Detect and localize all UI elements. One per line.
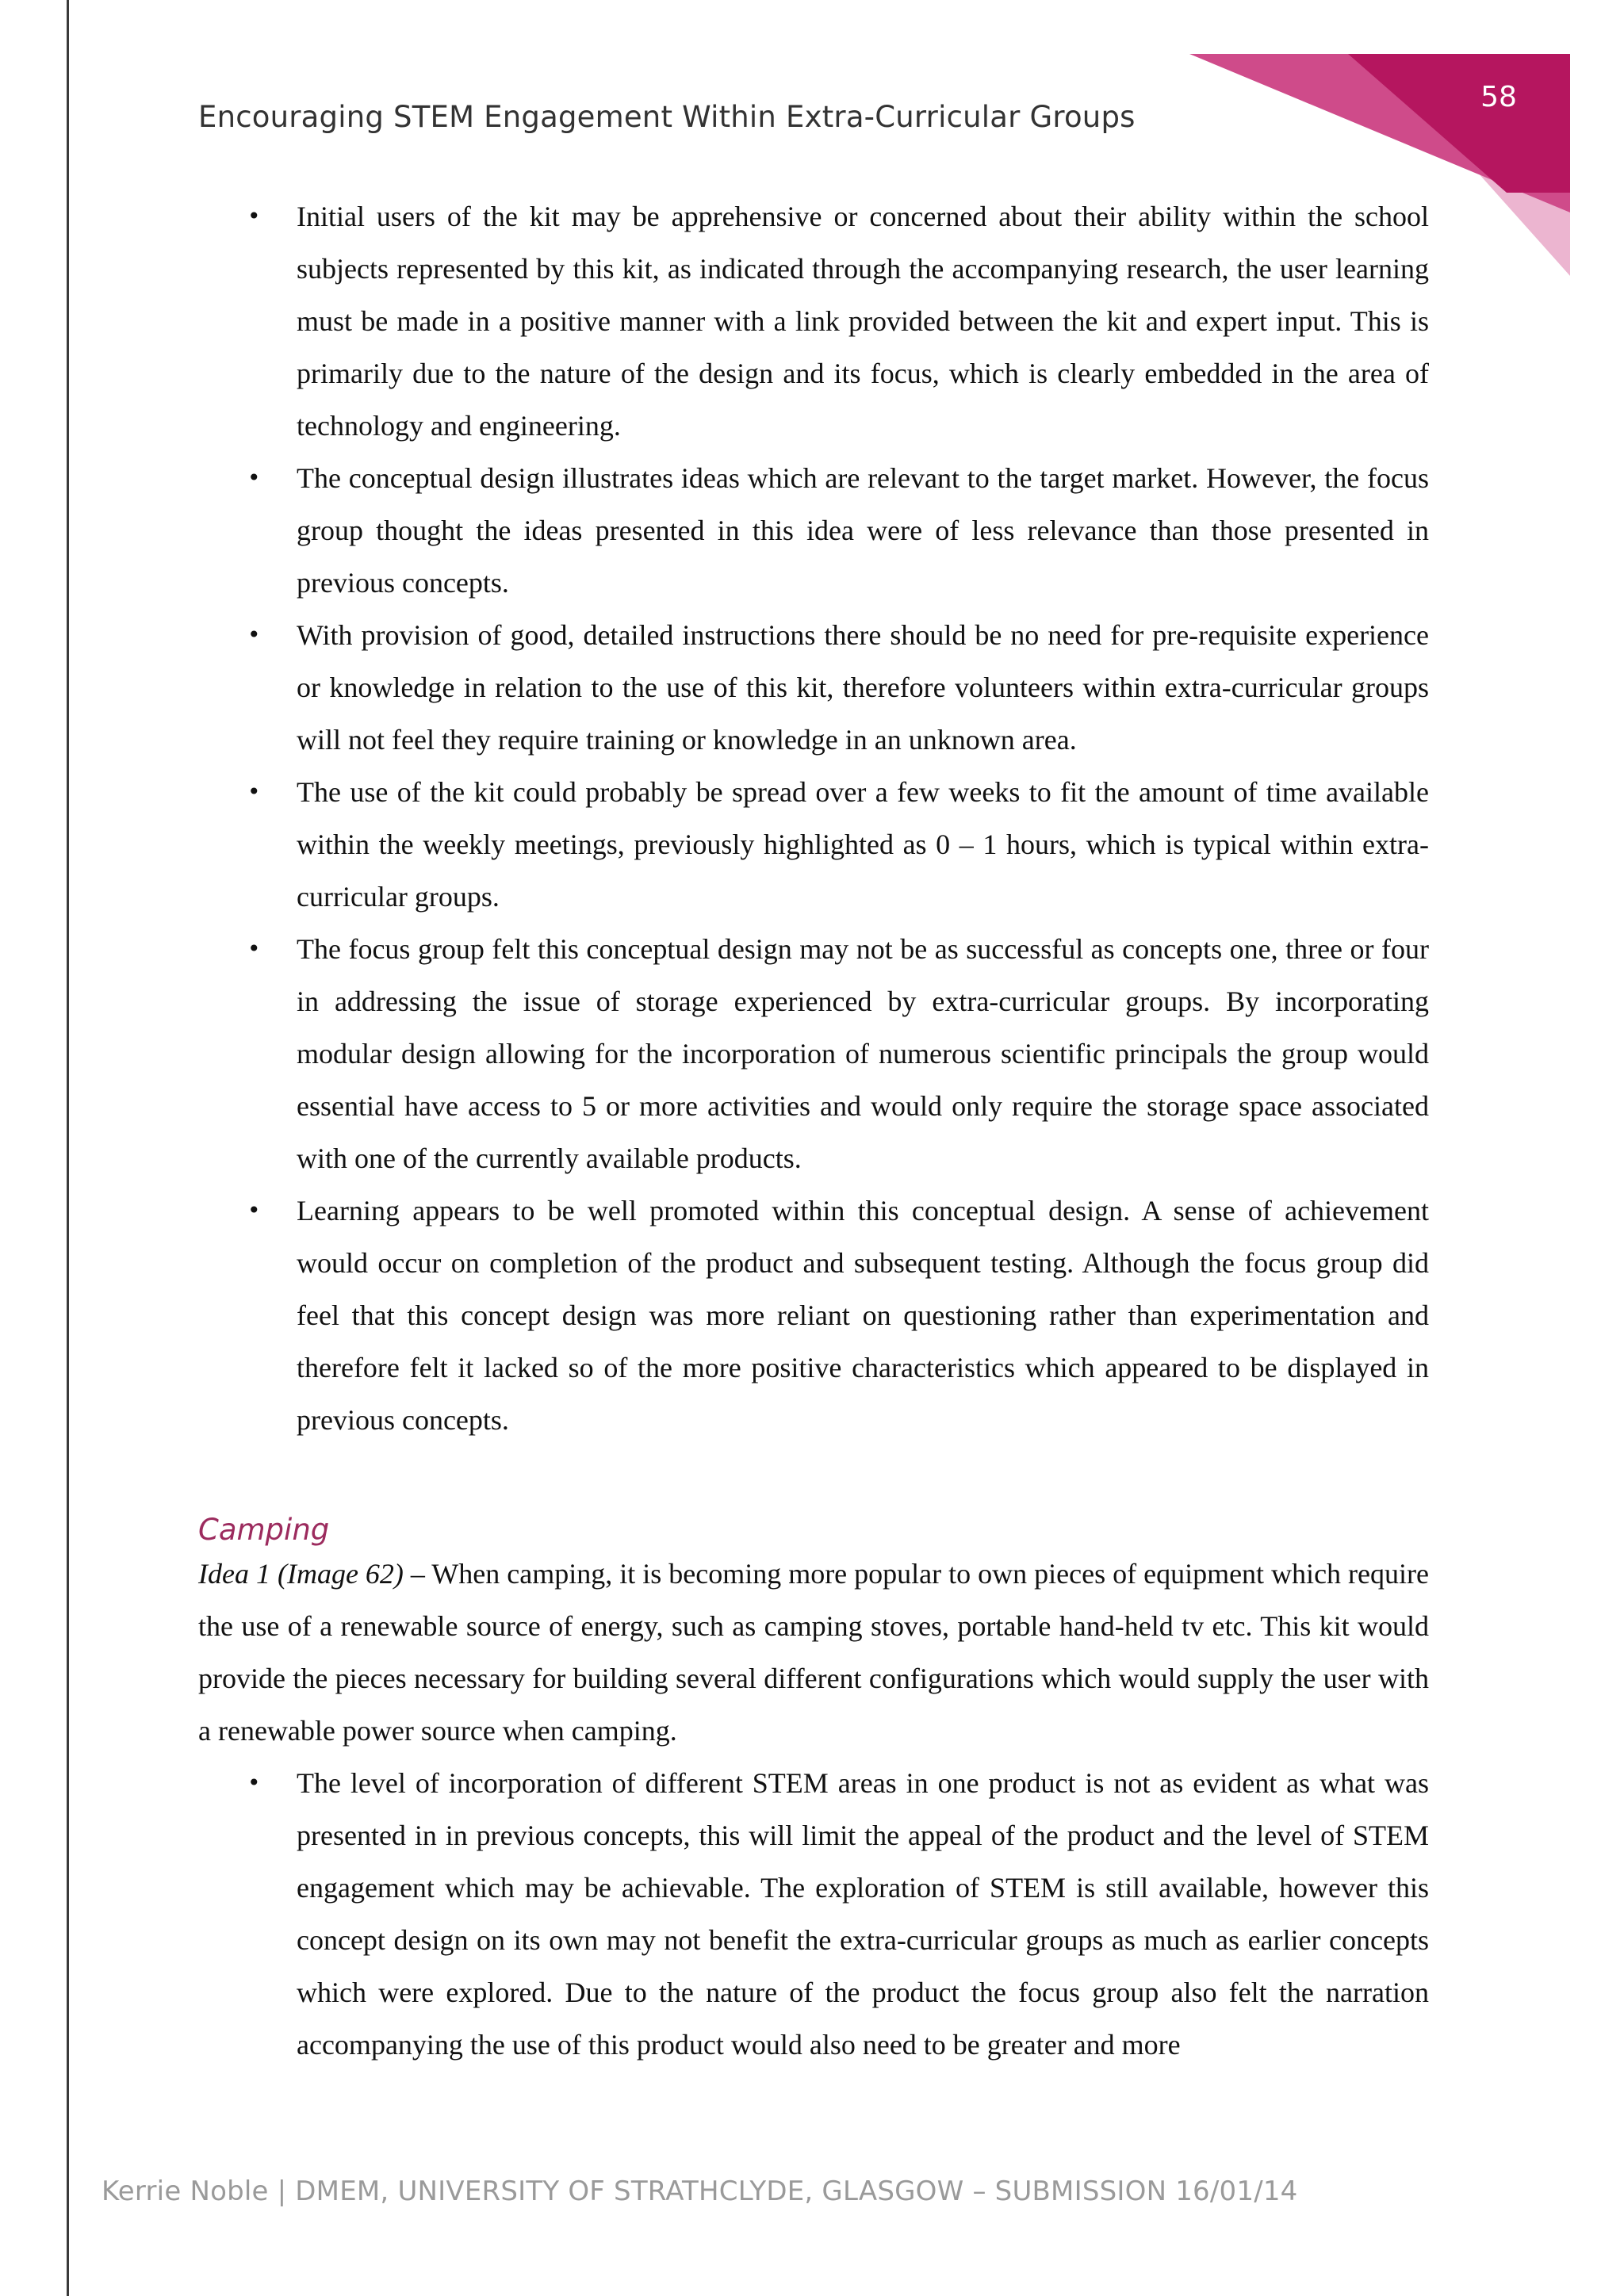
bullet-list-camping-evaluation — [198, 1757, 1429, 2071]
list-item — [198, 1184, 1429, 1446]
page-footer: Kerrie Noble | DMEM, UNIVERSITY OF STRATHCLYDE, GLASGOW – SUBMISSION 16/01/14 — [102, 2175, 1298, 2207]
list-item — [198, 1757, 1429, 2071]
bullet-list-kit-evaluation — [198, 190, 1429, 1446]
list-item-text: The use of the kit could probably be spread over a few weeks to fit the amount of time available within the weekly meetings, previously highlighted as 0 – 1 hours, which is typical within extra-curricular groups. — [297, 776, 1429, 913]
bullet-marker: • — [247, 203, 261, 229]
bullet-marker: • — [247, 1197, 261, 1223]
list-item-text: Initial users of the kit may be apprehensive or concerned about their ability within the school subjects represented by this kit, as indicated through the accompanying research, the user learning must be made in a positive manner with a link provided between the kit and expert input. This is primarily due to the nature of the design and its focus, which is clearly embedded in the area of technology and engineering. — [297, 201, 1429, 442]
list-item — [198, 609, 1429, 766]
list-item — [198, 766, 1429, 923]
running-header-title: Encouraging STEM Engagement Within Extra-Curricular Groups — [198, 100, 1136, 134]
camping-intro-paragraph — [198, 1548, 1429, 1757]
left-margin-rule — [67, 0, 69, 2296]
bullet-marker: • — [247, 622, 261, 648]
list-item-text: The conceptual design illustrates ideas which are relevant to the target market. However, the focus group thought the ideas presented in this idea were of less relevance than those presented in previous concepts. — [297, 462, 1429, 599]
idea-reference: Idea 1 (Image 62) — [198, 1558, 404, 1590]
list-item-text: The focus group felt this conceptual design may not be as successful as concepts one, three or four in addressing the issue of storage experienced by extra-curricular groups. By incorporating modular design allowing for the incorporation of numerous scientific principals the group would essential have access to 5 or more activities and would only require the storage space associated with one of the currently available products. — [297, 933, 1429, 1174]
list-item-text: Learning appears to be well promoted within this conceptual design. A sense of achievement would occur on completion of the product and subsequent testing. Although the focus group did feel that this concept design was more reliant on questioning rather than experimentation and therefore felt it lacked so of the more positive characteristics which appeared to be displayed in previous concepts. — [297, 1195, 1429, 1436]
list-item — [198, 452, 1429, 609]
list-item-text: The level of incorporation of different STEM areas in one product is not as evident as what was presented in in previous concepts, this will limit the appeal of the product and the level of STEM engagement which may be achievable. The exploration of STEM is still available, however this concept design on its own may not benefit the extra-curricular groups as much as earlier concepts which were explored. Due to the nature of the product the focus group also felt the narration accompanying the use of this product would also need to be greater and more — [297, 1767, 1429, 2061]
section-heading-camping: Camping — [198, 1513, 330, 1547]
list-item — [198, 923, 1429, 1184]
page-number: 58 — [1480, 81, 1517, 113]
intro-text: – When camping, it is becoming more popular to own pieces of equipment which require the use of a renewable source of energy, such as camping stoves, portable hand-held tv etc. This kit would provide the pieces necessary for building several different configurations which would supply the user with a renewable power source when camping. — [198, 1558, 1429, 1747]
main-content — [198, 190, 1429, 2071]
bullet-marker: • — [247, 936, 261, 962]
bullet-marker: • — [247, 1770, 261, 1796]
bullet-marker: • — [247, 465, 261, 491]
bullet-marker: • — [247, 779, 261, 805]
list-item-text: With provision of good, detailed instructions there should be no need for pre-requisite experience or knowledge in relation to the use of this kit, therefore volunteers within extra-curricular groups will not feel they require training or knowledge in an unknown area. — [297, 619, 1429, 756]
list-item — [198, 190, 1429, 452]
